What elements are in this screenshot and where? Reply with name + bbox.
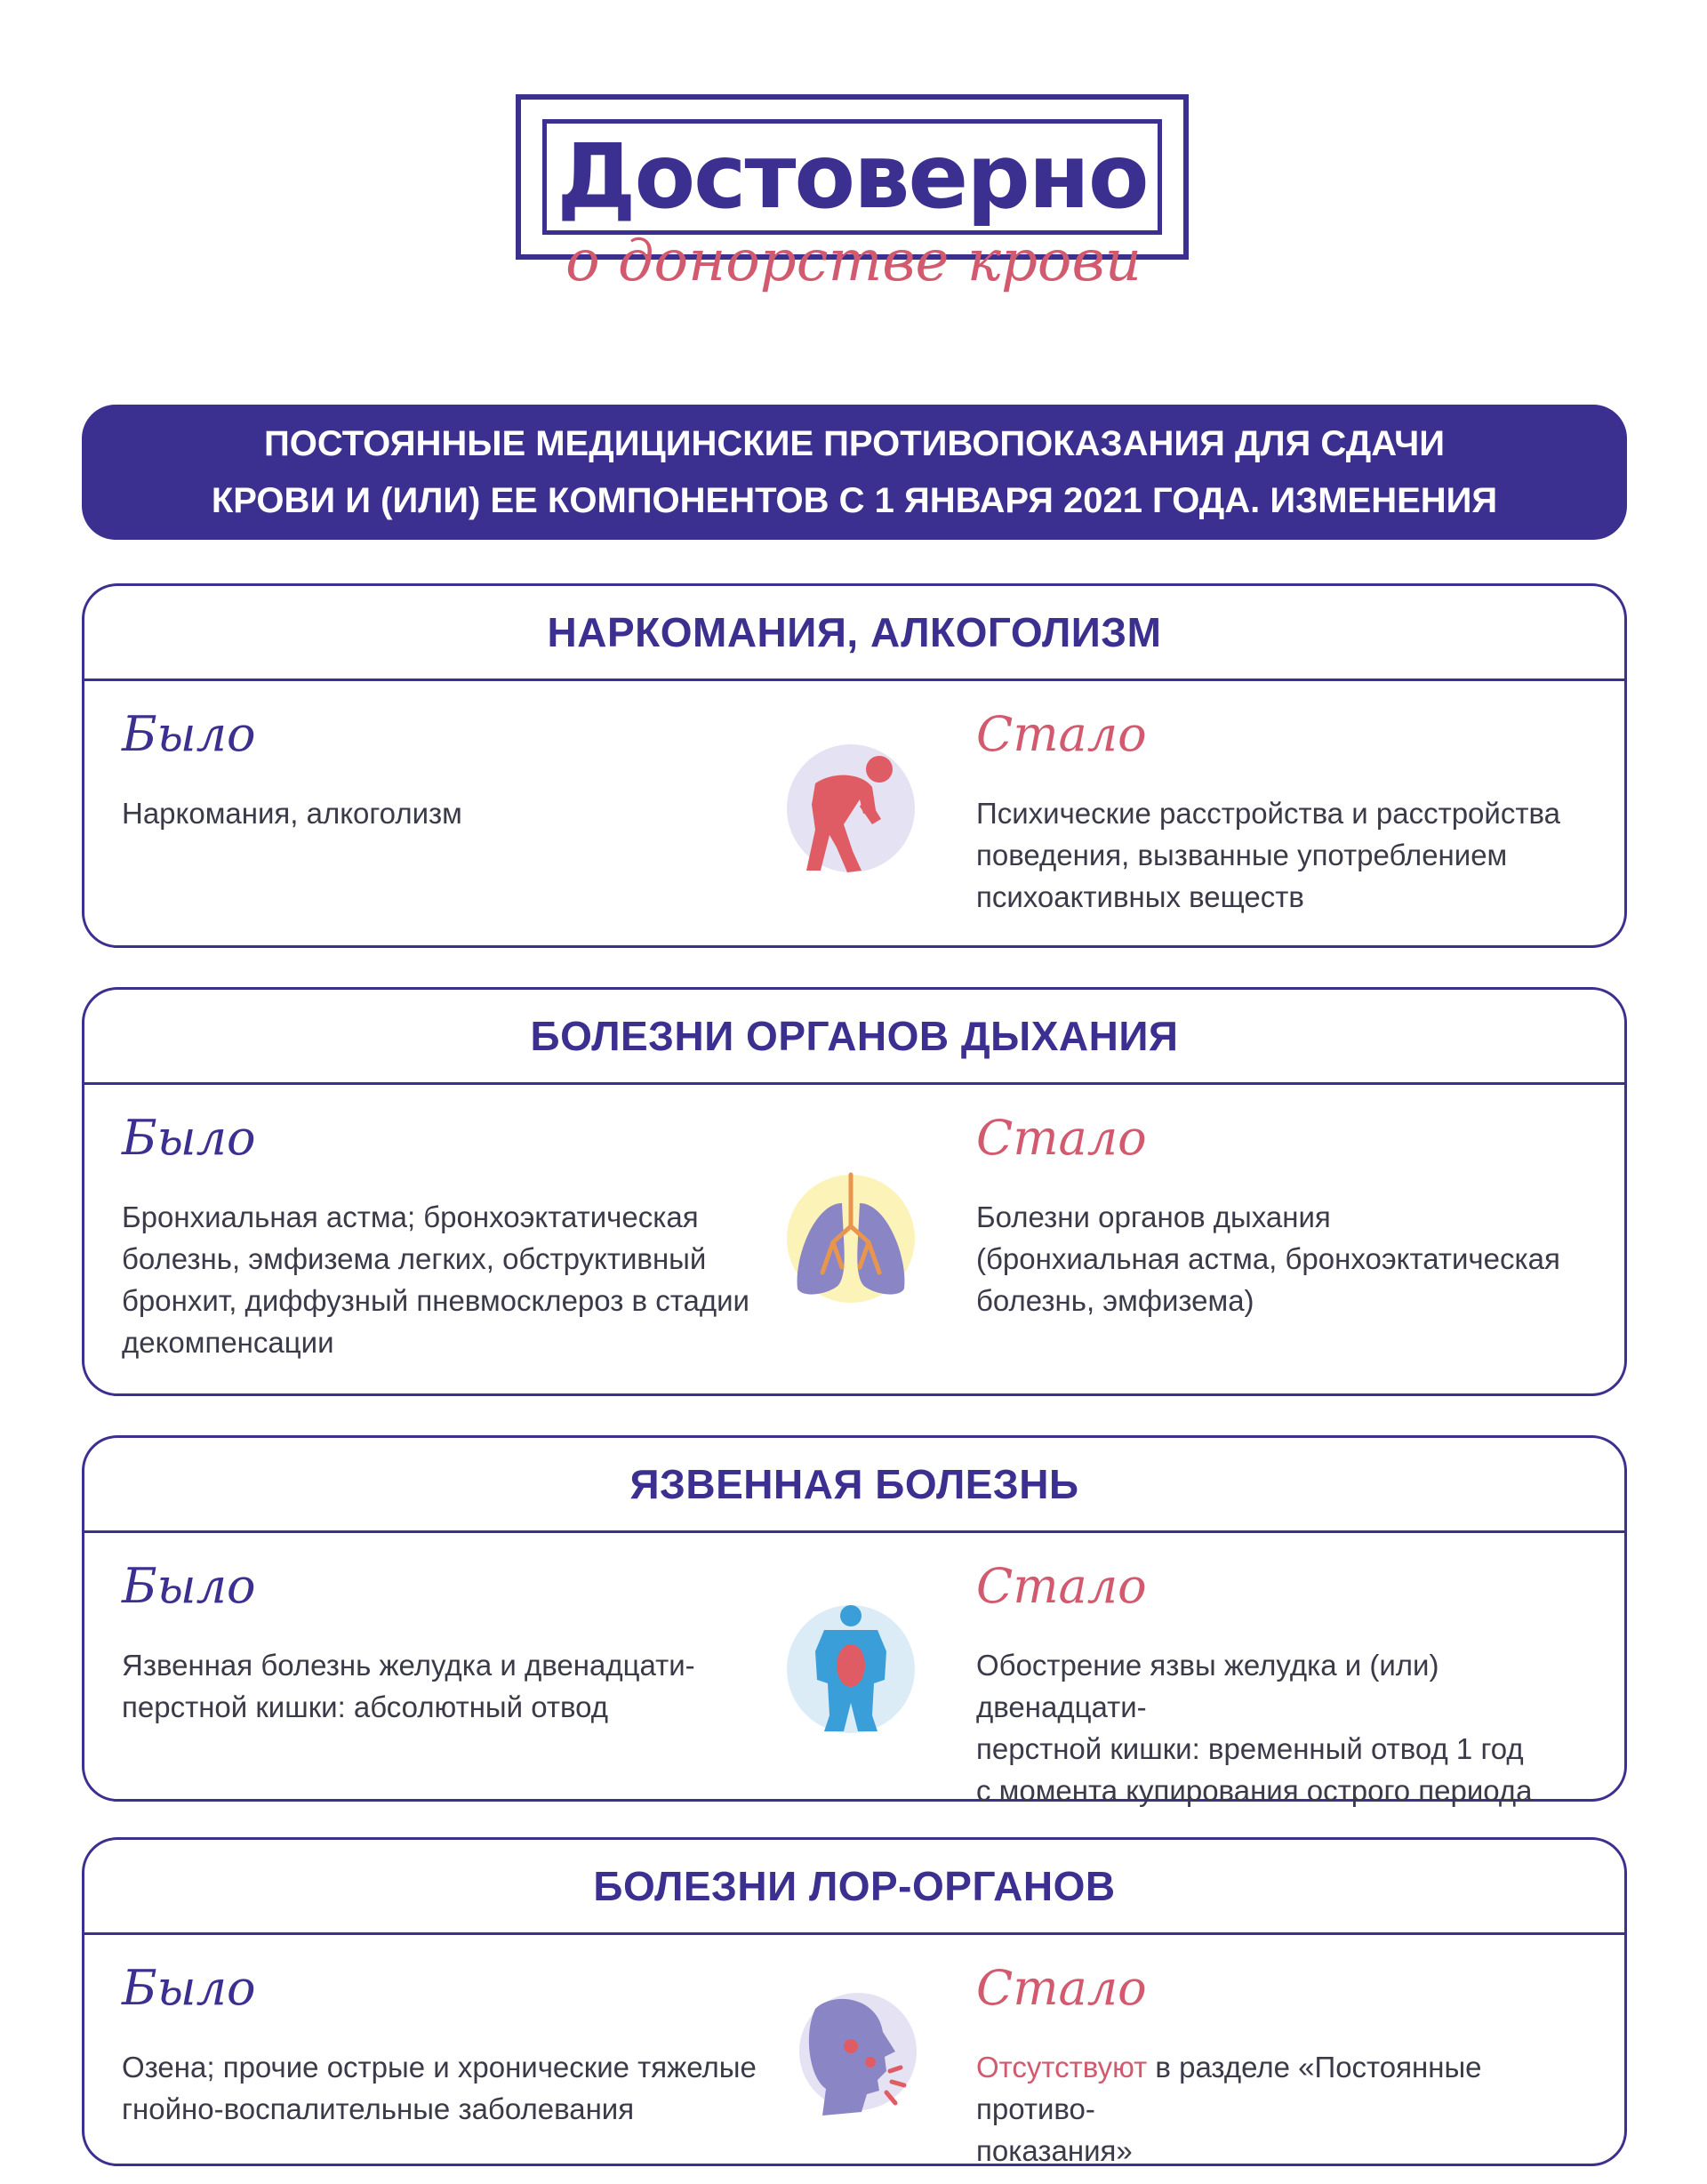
- logo-subtitle: о донорстве крови: [565, 229, 1142, 294]
- card-ent: [82, 1837, 1627, 2166]
- lungs-icon: [780, 1168, 922, 1310]
- was-label: Было: [122, 1110, 256, 1166]
- card-title: ЯЗВЕННАЯ БОЛЕЗНЬ: [84, 1438, 1624, 1533]
- was-line: болезнь, эмфизема легких, обструктивный: [122, 1242, 707, 1275]
- now-line: показания»: [976, 2134, 1133, 2167]
- ent-head-icon: [780, 1982, 922, 2124]
- now-label: Стало: [976, 1960, 1147, 2016]
- now-line: Психические расстройства и расстройства: [976, 797, 1560, 830]
- now-line: (бронхиальная астма, бронхоэктатическая: [976, 1242, 1560, 1275]
- was-label: Было: [122, 706, 256, 762]
- was-line: Бронхиальная астма; бронхоэктатическая: [122, 1200, 699, 1233]
- was-text: [122, 792, 797, 834]
- was-label: Было: [122, 1558, 256, 1614]
- banner-line-2: КРОВИ И (ИЛИ) ЕЕ КОМПОНЕНТОВ С 1 ЯНВАРЯ 2021 ГОДА. ИЗМЕНЕНИЯ: [211, 481, 1498, 520]
- now-text: [976, 1196, 1599, 1321]
- was-line: Язвенная болезнь желудка и двенадцати-: [122, 1649, 695, 1682]
- now-line-rest: в разделе «Постоянные противо-: [976, 2051, 1482, 2125]
- card-title: БОЛЕЗНИ ОРГАНОВ ДЫХАНИЯ: [84, 990, 1624, 1085]
- was-line: перстной кишки: абсолютный отвод: [122, 1690, 609, 1723]
- now-line: перстной кишки: временный отвод 1 год: [976, 1732, 1524, 1765]
- card-respiratory: [82, 987, 1627, 1396]
- now-line: поведения, вызванные употреблением: [976, 839, 1508, 871]
- card-title: НАРКОМАНИЯ, АЛКОГОЛИЗМ: [84, 586, 1624, 681]
- now-line: болезнь, эмфизема): [976, 1284, 1254, 1317]
- was-line: Озена; прочие острые и хронические тяжелые: [122, 2051, 757, 2084]
- card-ulcer: [82, 1435, 1627, 1807]
- was-line: декомпенсации: [122, 1326, 334, 1359]
- now-line: [976, 2046, 1599, 2130]
- now-line: Обострение язвы желудка и (или) двенадцати-: [976, 1649, 1439, 1723]
- was-text: [122, 1644, 797, 1728]
- card-addiction: [82, 583, 1627, 948]
- now-text: [976, 792, 1599, 918]
- was-text: [122, 1196, 797, 1363]
- now-text: [976, 2046, 1599, 2172]
- logo-inner-frame: [542, 119, 1162, 235]
- sick-person-icon: [780, 737, 922, 879]
- logo-title: Достоверно: [557, 124, 1148, 229]
- now-label: Стало: [976, 706, 1147, 762]
- stomach-torso-icon: [780, 1598, 922, 1740]
- was-line: Наркомания, алкоголизм: [122, 797, 462, 830]
- now-line: психоактивных веществ: [976, 880, 1304, 913]
- was-line: бронхит, диффузный пневмосклероз в стадии: [122, 1284, 749, 1317]
- highlight-absent: Отсутствуют: [976, 2051, 1148, 2084]
- now-text: [976, 1644, 1599, 1811]
- card-title: БОЛЕЗНИ ЛОР-ОРГАНОВ: [84, 1840, 1624, 1935]
- now-label: Стало: [976, 1558, 1147, 1614]
- now-label: Стало: [976, 1110, 1147, 1166]
- banner-line-1: ПОСТОЯННЫЕ МЕДИЦИНСКИЕ ПРОТИВОПОКАЗАНИЯ ДЛЯ СДАЧИ: [263, 424, 1445, 463]
- was-line: гнойно-воспалительные заболевания: [122, 2092, 635, 2125]
- was-label: Было: [122, 1960, 256, 2016]
- now-line: с момента купирования острого периода: [976, 1774, 1533, 1807]
- was-text: [122, 2046, 797, 2130]
- header-banner: [82, 405, 1627, 540]
- now-line: Болезни органов дыхания: [976, 1200, 1331, 1233]
